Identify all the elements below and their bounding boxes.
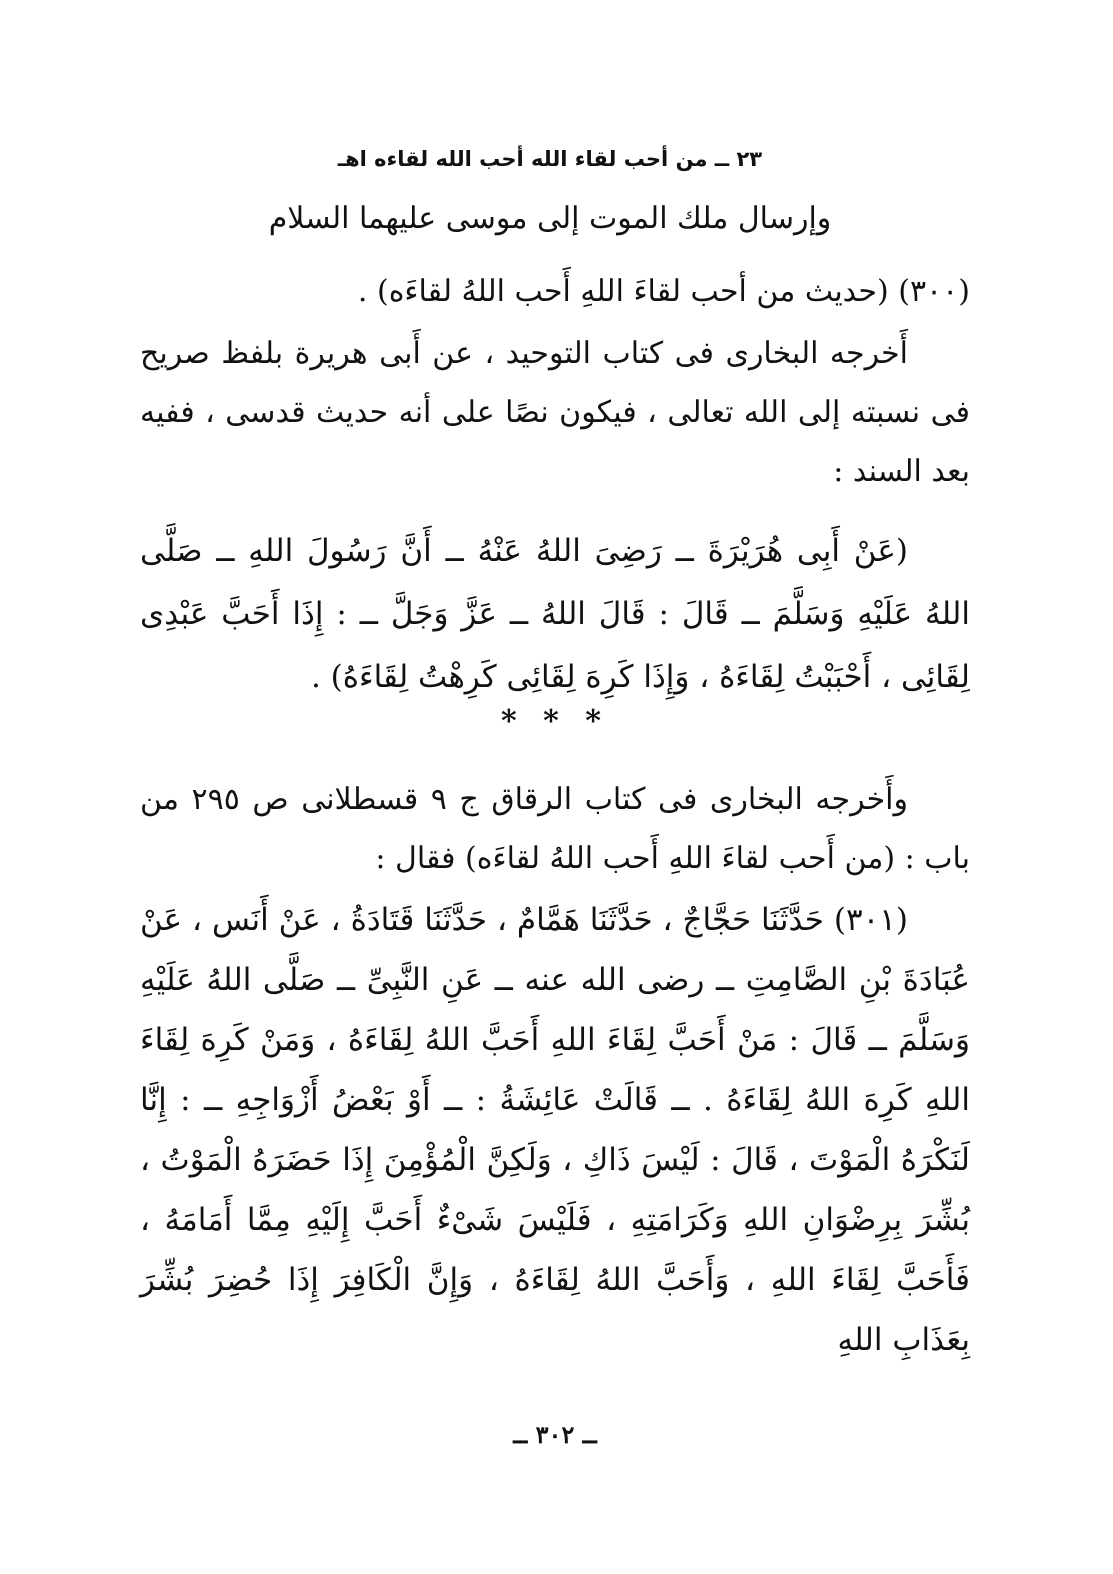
hadith-300-number: (٣٠٠) [898,274,970,309]
section-separator: * * * [501,704,609,739]
hadith-300-title [140,268,1008,316]
chapter-heading: ٢٣ ــ من أحب لقاء الله أحب الله لقاءه اهـ [337,147,763,171]
hadith-300-text: (حديث من أحب لقاءَ اللهِ أَحب اللهُ لقاءَه) . [357,274,889,309]
chapter-subheading: وإرسال ملك الموت إلى موسى عليهما السلام [268,201,832,236]
paragraph-bukhari-riqaq: وأَخرجه البخارى فى كتاب الرقاق ج ٩ قسطلانى ص ٢٩٥ من باب : (من أَحب لقاءَ اللهِ أَحب اللهُ لقاءَه) فقال : [140,782,970,876]
page-number: ــ ٣٠٢ ــ [513,1420,597,1449]
paragraph-hadith-301: (٣٠١) حَدَّثَنَا حَجَّاجٌ ، حَدَّثَنَا هَمَّامٌ ، حَدَّثَنَا قَتَادَةُ ، عَنْ أَنَس ، عَنْ عُبَادَةَ بْنِ الصَّامِتِ ــ رضى الله عنه ــ عَنِ النَّبِىِّ ــ صَلَّى اللهُ عَلَيْهِ وَسَلَّمَ ــ قَالَ : مَنْ أَحَبَّ لِقَاءَ اللهِ أَحَبَّ اللهُ لِقَاءَهُ ، وَمَنْ كَرِهَ لِقَاءَ اللهِ كَرِهَ اللهُ لِقَاءَهُ . ــ قَالَتْ عَائِشَةُ : ــ أَوْ بَعْضُ أَزْوَاجِهِ ــ : إِنَّا لَنَكْرَهُ الْمَوْتَ ، قَالَ : لَيْسَ ذَاكِ ، وَلَكِنَّ الْمُؤْمِنَ إِذَا حَضَرَهُ الْمَوْتُ ، بُشِّرَ بِرِضْوَانِ اللهِ وَكَرَامَتِهِ ، فَلَيْسَ شَىْءٌ أَحَبَّ إِلَيْهِ مِمَّا أَمَامَهُ ، فَأَحَبَّ لِقَاءَ اللهِ ، وَأَحَبَّ اللهُ لِقَاءَهُ ، وَإِنَّ الْكَافِرَ إِذَا حُضِرَ بُشِّرَ بِعَذَابِ اللهِ [140,902,970,1358]
paragraph-bukhari-tawhid: أَخرجه البخارى فى كتاب التوحيد ، عن أَبى هريرة بلفظ صريح فى نسبته إلى الله تعالى ، فيكون نصًا على أنه حديث قدسى ، ففيه بعد السند : [140,336,970,489]
paragraph-hadith-qudsi: (عَنْ أَبِى هُرَيْرَةَ ــ رَضِىَ اللهُ عَنْهُ ــ أَنَّ رَسُولَ اللهِ ــ صَلَّى اللهُ عَلَيْهِ وَسَلَّمَ ــ قَالَ : قَالَ اللهُ ــ عَزَّ وَجَلَّ ــ : إِذَا أَحَبَّ عَبْدِى لِقَائِى ، أَحْبَبْتُ لِقَاءَهُ ، وَإِذَا كَرِهَ لِقَائِى كَرِهْتُ لِقَاءَهُ) . [140,533,970,695]
